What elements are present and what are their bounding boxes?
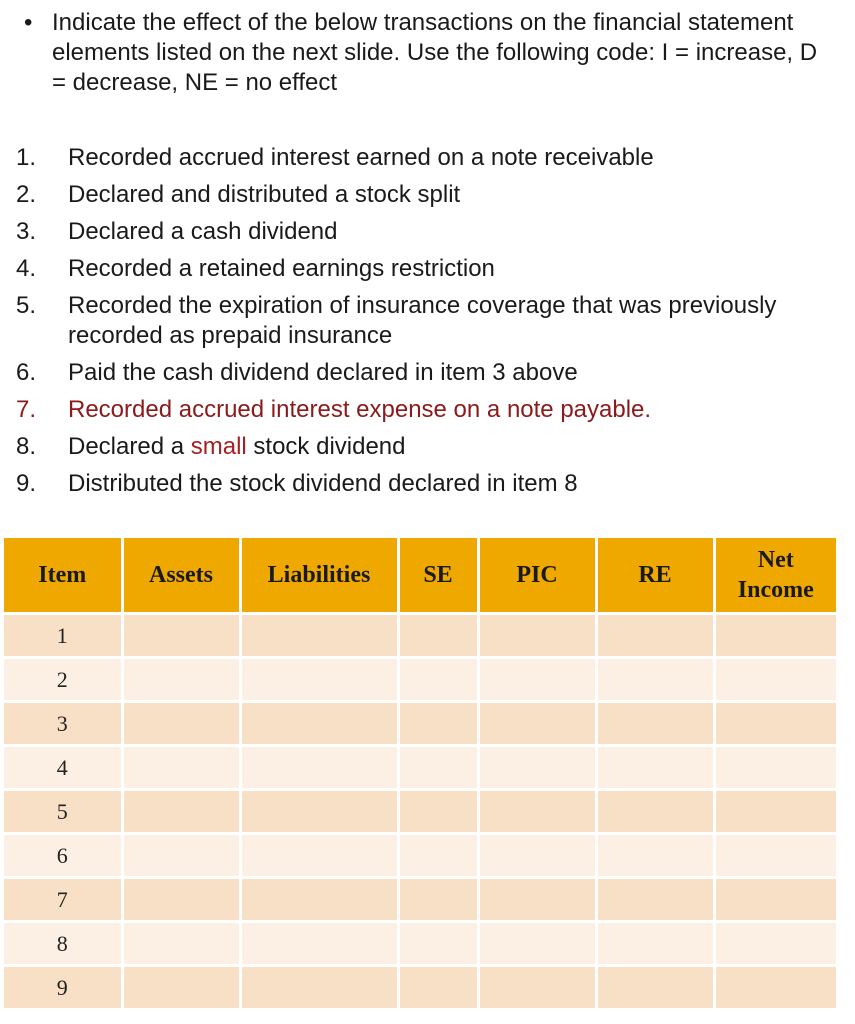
table-row: [4, 922, 836, 966]
liabilities-cell[interactable]: [240, 614, 398, 658]
item-cell: 2: [4, 658, 122, 702]
item-text-highlight: small: [190, 433, 247, 460]
assets-cell[interactable]: [122, 658, 240, 702]
pic-cell[interactable]: [478, 658, 596, 702]
pic-cell[interactable]: [478, 702, 596, 746]
item-cell: 8: [4, 922, 122, 966]
transaction-item: [16, 254, 836, 284]
transaction-item-highlighted: [16, 395, 836, 425]
transaction-item: [16, 143, 836, 173]
bullet-icon: •: [24, 9, 33, 36]
header-re: RE: [596, 538, 714, 614]
transaction-item: [16, 469, 836, 499]
pic-cell[interactable]: [478, 746, 596, 790]
assets-cell[interactable]: [122, 702, 240, 746]
se-cell[interactable]: [398, 658, 478, 702]
se-cell[interactable]: [398, 702, 478, 746]
liabilities-cell[interactable]: [240, 658, 398, 702]
header-net: Net: [757, 547, 794, 573]
re-cell[interactable]: [596, 790, 714, 834]
se-cell[interactable]: [398, 746, 478, 790]
net-income-cell[interactable]: [714, 966, 836, 1010]
item-text-after: stock dividend: [246, 433, 406, 460]
se-cell[interactable]: [398, 966, 478, 1010]
item-text: Recorded the expiration of insurance coverage that was previously recorded as prepaid insurance: [68, 292, 777, 349]
item-number: 8.: [16, 433, 37, 460]
transaction-item: [16, 432, 836, 462]
item-text: Paid the cash dividend declared in item 3 above: [68, 359, 578, 386]
item-text: Recorded a retained earnings restriction: [68, 255, 495, 282]
header-net-income: [714, 538, 836, 614]
se-cell[interactable]: [398, 790, 478, 834]
transaction-list: [16, 143, 836, 506]
item-text-before: Declared a: [68, 433, 191, 460]
table-row: [4, 966, 836, 1010]
pic-cell[interactable]: [478, 922, 596, 966]
instructions-text: Indicate the effect of the below transactions on the financial statement elements listed on the next slide. Use the following code: I = increase, D = decrease, NE = no effect: [52, 9, 818, 96]
assets-cell[interactable]: [122, 614, 240, 658]
item-number: 9.: [16, 470, 37, 497]
pic-cell[interactable]: [478, 614, 596, 658]
liabilities-cell[interactable]: [240, 746, 398, 790]
liabilities-cell[interactable]: [240, 702, 398, 746]
pic-cell[interactable]: [478, 966, 596, 1010]
item-text: Recorded accrued interest expense on a note payable.: [68, 396, 652, 423]
item-text: Distributed the stock dividend declared in item 8: [68, 470, 578, 497]
net-income-cell[interactable]: [714, 878, 836, 922]
re-cell[interactable]: [596, 614, 714, 658]
net-income-cell[interactable]: [714, 922, 836, 966]
re-cell[interactable]: [596, 658, 714, 702]
liabilities-cell[interactable]: [240, 966, 398, 1010]
re-cell[interactable]: [596, 834, 714, 878]
item-number: 7.: [16, 396, 37, 423]
item-cell: 5: [4, 790, 122, 834]
instructions: [16, 8, 836, 98]
item-number: 6.: [16, 359, 37, 386]
re-cell[interactable]: [596, 878, 714, 922]
pic-cell[interactable]: [478, 790, 596, 834]
table-row: [4, 746, 836, 790]
pic-cell[interactable]: [478, 834, 596, 878]
liabilities-cell[interactable]: [240, 878, 398, 922]
re-cell[interactable]: [596, 746, 714, 790]
item-cell: 9: [4, 966, 122, 1010]
se-cell[interactable]: [398, 614, 478, 658]
table-row: [4, 702, 836, 746]
header-item: Item: [4, 538, 122, 614]
item-cell: 4: [4, 746, 122, 790]
item-cell: 1: [4, 614, 122, 658]
header-income: Income: [737, 577, 814, 603]
transaction-item: [16, 217, 836, 247]
se-cell[interactable]: [398, 878, 478, 922]
net-income-cell[interactable]: [714, 658, 836, 702]
item-number: 2.: [16, 181, 37, 208]
assets-cell[interactable]: [122, 790, 240, 834]
re-cell[interactable]: [596, 922, 714, 966]
net-income-cell[interactable]: [714, 834, 836, 878]
item-text: Declared a cash dividend: [68, 218, 338, 245]
se-cell[interactable]: [398, 922, 478, 966]
table-row: [4, 834, 836, 878]
table-row: [4, 658, 836, 702]
pic-cell[interactable]: [478, 878, 596, 922]
item-number: 5.: [16, 292, 37, 319]
header-pic: PIC: [478, 538, 596, 614]
effects-table: [4, 538, 836, 1011]
table-row: [4, 790, 836, 834]
assets-cell[interactable]: [122, 878, 240, 922]
table-header-row: [4, 538, 836, 614]
net-income-cell[interactable]: [714, 790, 836, 834]
liabilities-cell[interactable]: [240, 834, 398, 878]
assets-cell[interactable]: [122, 922, 240, 966]
header-se: SE: [398, 538, 478, 614]
se-cell[interactable]: [398, 834, 478, 878]
item-number: 1.: [16, 144, 37, 171]
item-number: 4.: [16, 255, 37, 282]
item-text: Recorded accrued interest earned on a note receivable: [68, 144, 654, 171]
liabilities-cell[interactable]: [240, 922, 398, 966]
net-income-cell[interactable]: [714, 746, 836, 790]
table-row: [4, 614, 836, 658]
transaction-item: [16, 358, 836, 388]
transaction-item: [16, 180, 836, 210]
item-cell: 3: [4, 702, 122, 746]
item-cell: 6: [4, 834, 122, 878]
assets-cell[interactable]: [122, 746, 240, 790]
re-cell[interactable]: [596, 702, 714, 746]
liabilities-cell[interactable]: [240, 790, 398, 834]
item-number: 3.: [16, 218, 37, 245]
net-income-cell[interactable]: [714, 702, 836, 746]
table-row: [4, 878, 836, 922]
header-assets: Assets: [122, 538, 240, 614]
transaction-item: [16, 291, 836, 351]
assets-cell[interactable]: [122, 966, 240, 1010]
item-text: Declared and distributed a stock split: [68, 181, 461, 208]
header-liabilities: Liabilities: [240, 538, 398, 614]
re-cell[interactable]: [596, 966, 714, 1010]
item-cell: 7: [4, 878, 122, 922]
net-income-cell[interactable]: [714, 614, 836, 658]
assets-cell[interactable]: [122, 834, 240, 878]
